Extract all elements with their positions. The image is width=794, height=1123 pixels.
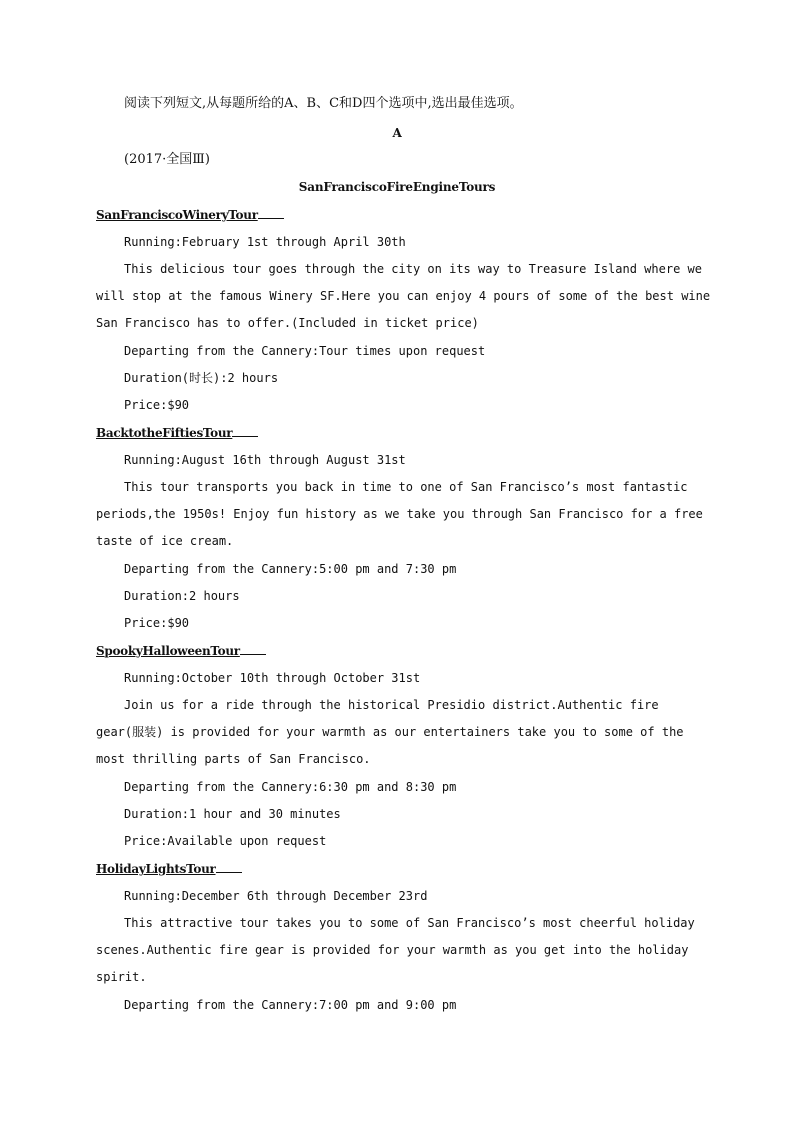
tour-price: Price:Available upon request [124,834,327,848]
part-label: A [392,126,402,140]
tour-price: Price:$90 [124,398,190,412]
tour-heading-winery: SanFranciscoWineryTour [96,206,284,223]
instruction-text: 阅读下列短文,从每题所给的A、B、C和D四个选项中,选出最佳选项。 [124,96,523,111]
tour-desc-line: This attractive tour takes you to some of San Francisco’s most cheerful holiday [124,916,695,930]
tour-desc-line: Join us for a ride through the historical Presidio district.Authentic fire [124,698,659,712]
tour-desc-line: This tour transports you back in time to one of San Francisco’s most fantastic [124,480,688,494]
tour-price: Price:$90 [124,616,190,630]
tour-departing: Departing from the Cannery:Tour times upon request [124,344,486,358]
tour-heading-holiday: HolidayLightsTour [96,860,242,877]
tour-duration: Duration(时长):2 hours [124,371,279,385]
tour-running: Running:February 1st through April 30th [124,235,406,249]
tour-running: Running:December 6th through December 23rd [124,889,428,903]
tour-heading-halloween: SpookyHalloweenTour [96,642,266,659]
tour-running: Running:October 10th through October 31st [124,671,421,685]
tour-desc-line: most thrilling parts of San Francisco. [96,752,371,766]
tour-desc-line: gear(服装) is provided for your warmth as our entertainers take you to some of the [96,725,684,739]
tour-desc-line: will stop at the famous Winery SF.Here you can enjoy 4 pours of some of the best wine [96,289,711,303]
tour-desc-line: periods,the 1950s! Enjoy fun history as we take you through San Francisco for a free [96,507,703,521]
tour-running: Running:August 16th through August 31st [124,453,406,467]
article-title: SanFranciscoFireEngineTours [298,180,496,194]
tour-departing: Departing from the Cannery:7:00 pm and 9:00 pm [124,998,457,1012]
source-note: (2017·全国Ⅲ) [124,152,210,167]
tour-desc-line: spirit. [96,970,147,984]
tour-desc-line: This delicious tour goes through the city on its way to Treasure Island where we [124,262,702,276]
tour-desc-line: scenes.Authentic fire gear is provided for your warmth as you get into the holiday [96,943,689,957]
tour-departing: Departing from the Cannery:5:00 pm and 7:30 pm [124,562,457,576]
tour-desc-line: taste of ice cream. [96,534,234,548]
tour-desc-line: San Francisco has to offer.(Included in ticket price) [96,316,479,330]
tour-departing: Departing from the Cannery:6:30 pm and 8:30 pm [124,780,457,794]
tour-heading-fifties: BacktotheFiftiesTour [96,424,258,441]
tour-duration: Duration:2 hours [124,589,240,603]
tour-duration: Duration:1 hour and 30 minutes [124,807,341,821]
